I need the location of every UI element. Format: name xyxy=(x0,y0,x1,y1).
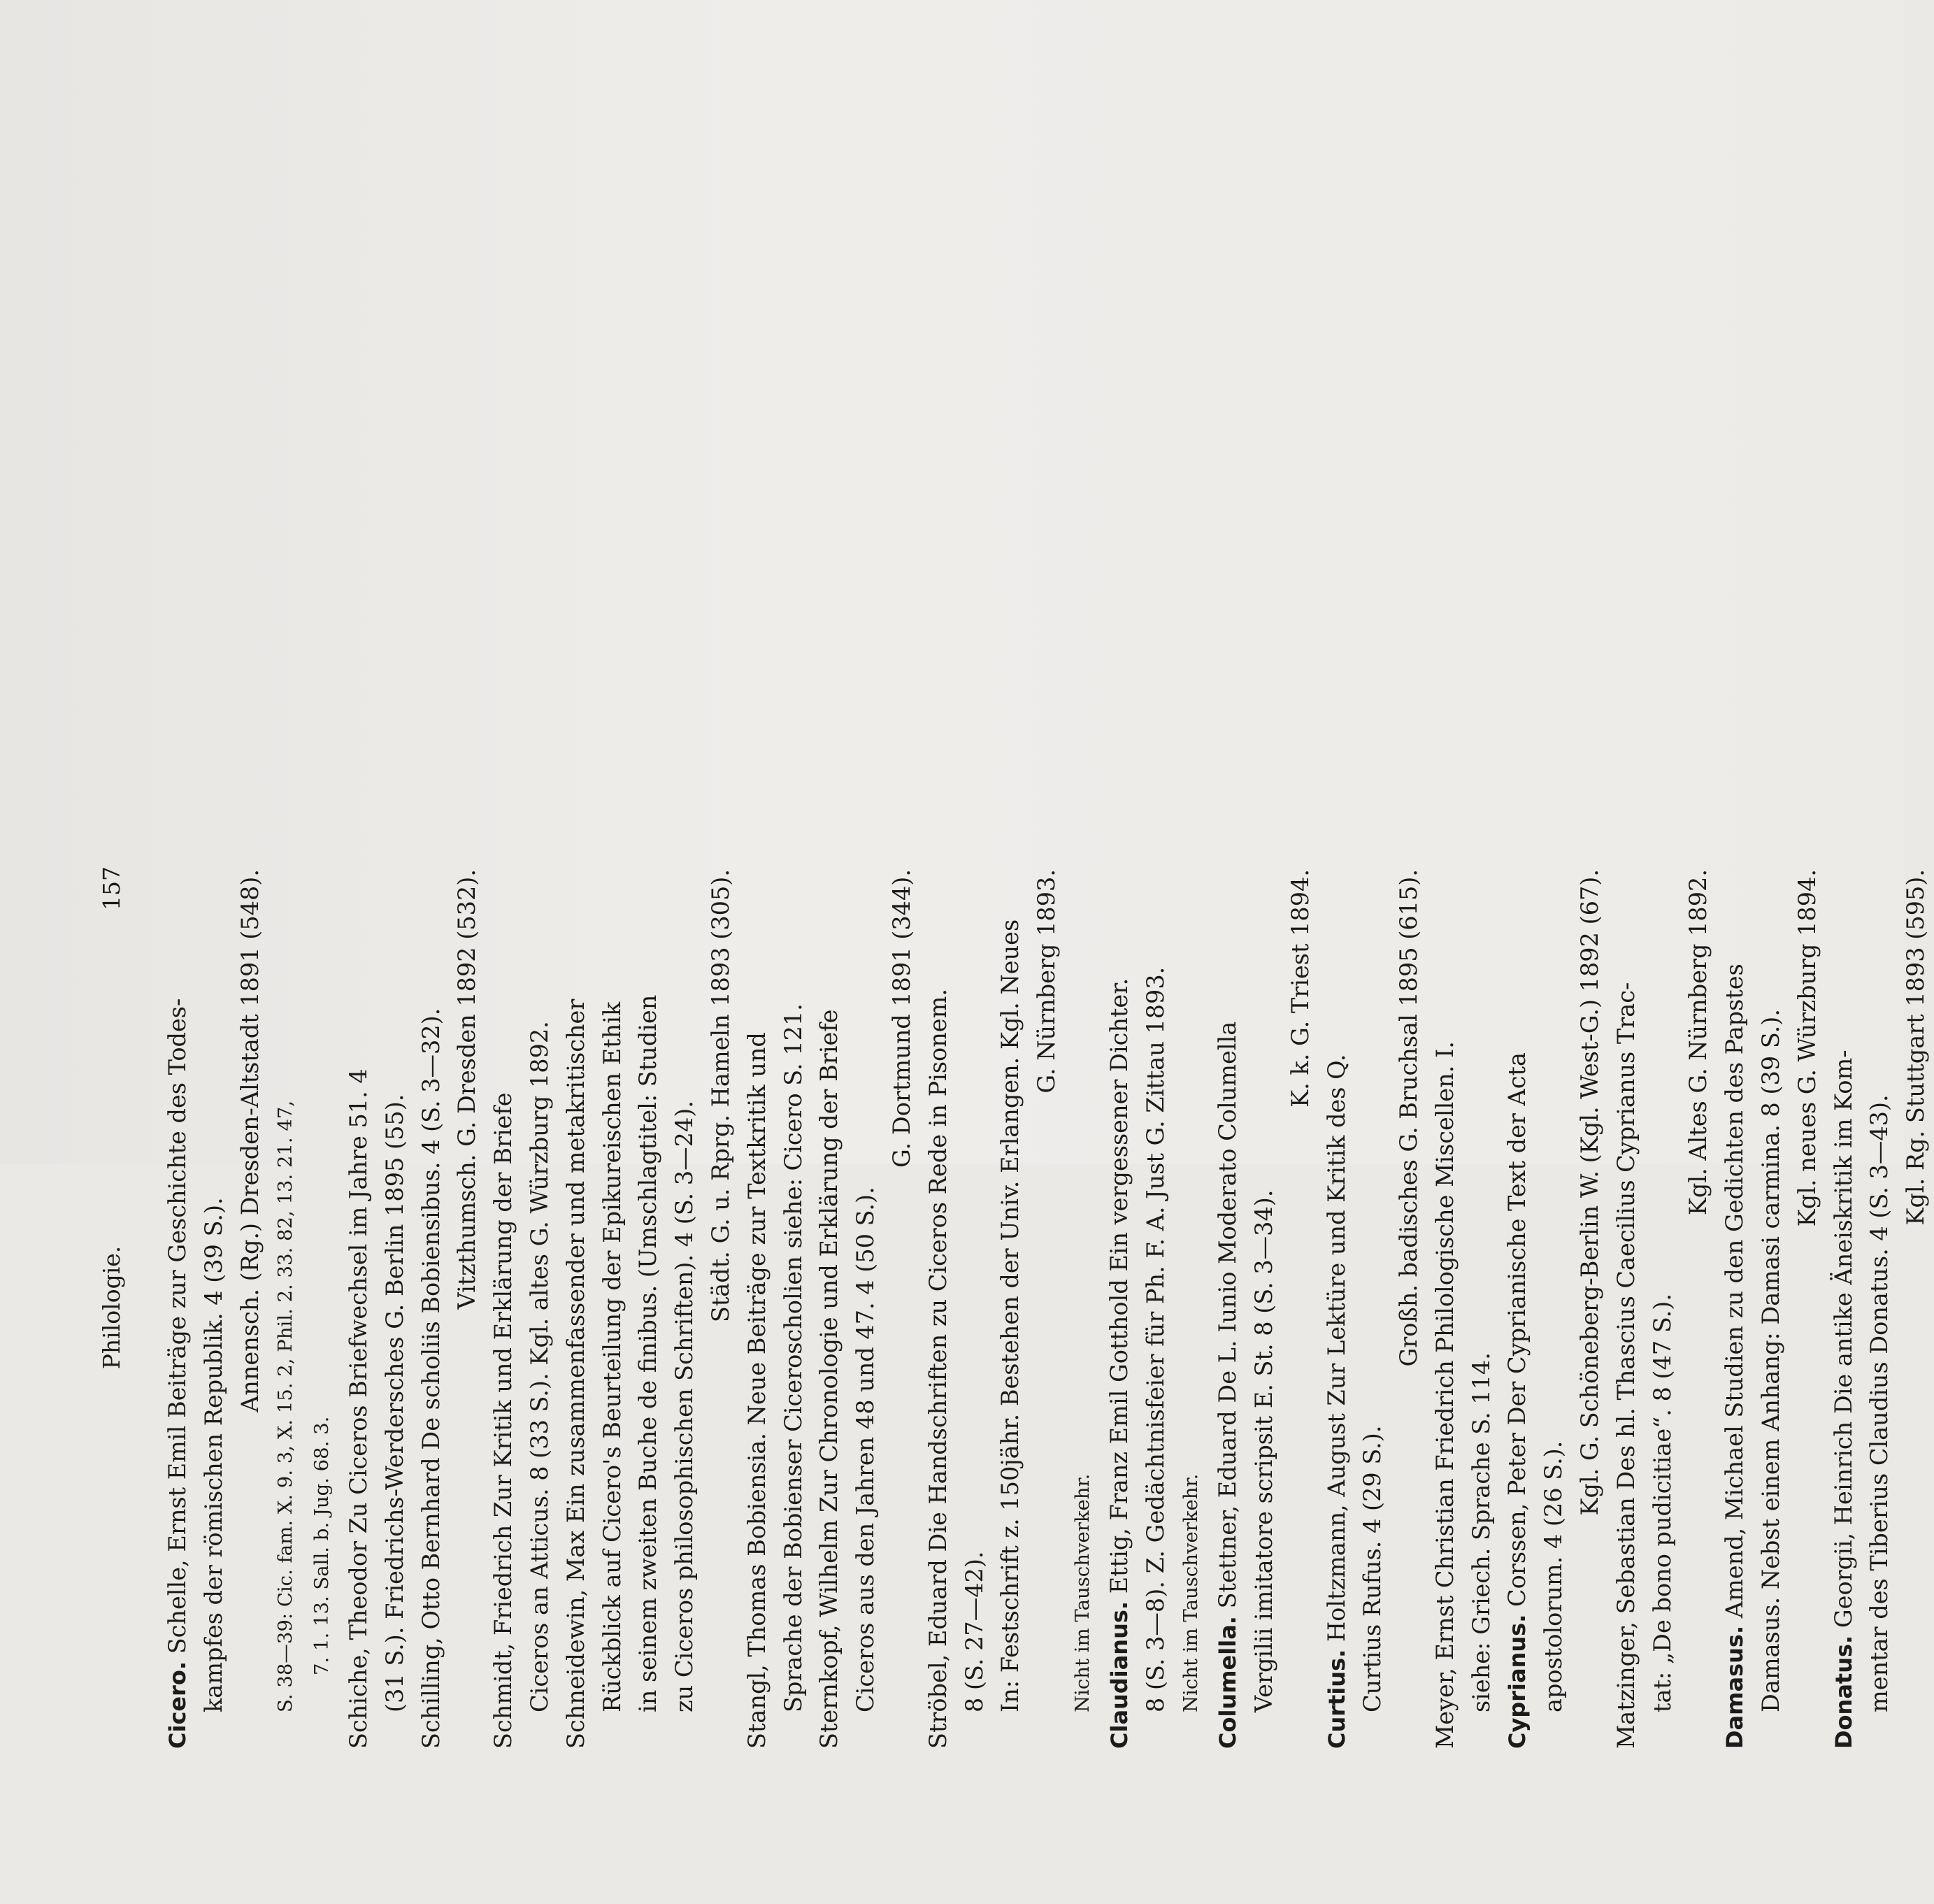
text-line xyxy=(232,869,268,1749)
line-text: In: Festschrift z. 150jähr. Bestehen der Univ. Erlangen. Kgl. Neues xyxy=(996,919,1024,1712)
running-title: Philologie. xyxy=(98,1245,125,1370)
line-text: Stettner, Eduard De L. Iunio Moderato Columella xyxy=(1214,1021,1242,1617)
line-text: S. 38—39: Cic. fam. X. 9. 3, X. 15. 2, Phil. 2. 33. 82, 13. 21. 47, xyxy=(274,1100,297,1712)
text-line xyxy=(847,869,884,1749)
line-text: Matzinger, Sebastian Des hl. Thascius Caecilius Cyprianus Trac- xyxy=(1612,982,1640,1749)
line-text: Georgii, Heinrich Die antike Äneiskritik im Kom- xyxy=(1829,1050,1857,1635)
line-text: Nicht im Tauschverkehr. xyxy=(1180,1473,1203,1712)
line-text: zu Ciceros philosophischen Schriften). 4 (S. 3—24). xyxy=(671,1100,699,1712)
line-text: Ciceros an Atticus. 8 (33 S.). Kgl. altes G. Würzburg 1892. xyxy=(525,1021,553,1712)
text-line xyxy=(1319,869,1355,1749)
line-text: Amend, Michael Studien zu den Gedichten des Papstes xyxy=(1721,964,1749,1626)
line-text: apostolorum. 4 (26 S.). xyxy=(1540,1440,1568,1712)
text-line xyxy=(1065,869,1101,1749)
line-text: Curtius Rufus. 4 (29 S.). xyxy=(1359,1425,1387,1712)
line-text: Sternkopf, Wilhelm Zur Chronologie und Erklärung der Briefe xyxy=(815,1009,843,1749)
text-line xyxy=(1826,869,1862,1749)
text-line xyxy=(1789,869,1826,1749)
line-text: 8 (S. 27—42). xyxy=(960,1551,988,1712)
line-text: mentar des Tiberius Claudius Donatus. 4 (S. 3—43). xyxy=(1865,1094,1893,1712)
line-text: Kgl. neues G. Würzburg 1894. xyxy=(1793,869,1821,1227)
text-line xyxy=(1898,869,1934,1749)
line-text: G. Dortmund 1891 (344). xyxy=(887,869,915,1168)
line-text: Städt. G. u. Rprg. Hameln 1893 (305). xyxy=(706,869,734,1323)
text-line xyxy=(1645,869,1681,1749)
text-line xyxy=(1246,869,1282,1749)
line-text: Schilling, Otto Bernhard De scholiis Bobiensibus. 4 (S. 3—32). xyxy=(417,1008,445,1749)
line-text: Großh. badisches G. Bruchsal 1895 (615). xyxy=(1395,869,1423,1367)
text-line xyxy=(1861,869,1898,1749)
subject-heading: Curtius. xyxy=(1323,1649,1350,1749)
text-line xyxy=(268,869,304,1749)
text-line xyxy=(558,869,594,1749)
subject-heading: Columella. xyxy=(1215,1616,1242,1749)
text-line xyxy=(703,869,739,1749)
text-line xyxy=(341,869,377,1749)
line-text: (31 S.). Friedrichs-Werdersches G. Berlin 1895 (55). xyxy=(380,1094,408,1712)
text-line xyxy=(1427,869,1463,1749)
line-text: Holtzmann, August Zur Lektüre und Kritik des Q. xyxy=(1322,1054,1350,1649)
text-line xyxy=(666,869,703,1749)
bibliography-list xyxy=(159,869,1930,1749)
page-number: 157 xyxy=(98,866,125,910)
line-text: Kgl. Altes G. Nürnberg 1892. xyxy=(1684,869,1712,1216)
line-text: Ettig, Franz Emil Gotthold Ein vergessener Dichter. xyxy=(1105,978,1133,1601)
line-text: Damasus. Nebst einem Anhang: Damasi carmina. 8 (39 S.). xyxy=(1757,1009,1785,1712)
text-line xyxy=(594,869,631,1749)
text-line xyxy=(1029,869,1065,1749)
text-line xyxy=(1717,869,1753,1749)
line-text: K. k. G. Triest 1894. xyxy=(1286,869,1314,1108)
line-text: siehe: Griech. Sprache S. 114. xyxy=(1467,1352,1495,1712)
text-line xyxy=(1173,869,1210,1749)
subject-heading: Damasus. xyxy=(1721,1625,1749,1749)
text-line xyxy=(811,869,847,1749)
text-line xyxy=(377,869,413,1749)
text-line xyxy=(630,869,666,1749)
line-text: Ströbel, Eduard Die Handschriften zu Ciceros Rede in Pisonem. xyxy=(924,988,952,1749)
text-line xyxy=(1463,869,1500,1749)
text-line xyxy=(1391,869,1427,1749)
text-line xyxy=(920,869,957,1749)
text-line xyxy=(775,869,812,1749)
line-text: Corssen, Peter Der Cyprianische Text der Acta xyxy=(1503,1052,1531,1615)
text-line xyxy=(957,869,993,1749)
text-line xyxy=(413,869,450,1749)
line-text: 7. 1. 13. Sall. b. Jug. 68. 3. xyxy=(310,1416,334,1675)
text-line xyxy=(1282,869,1319,1749)
text-line xyxy=(159,869,196,1749)
text-line xyxy=(884,869,920,1749)
line-text: Meyer, Ernst Christian Friedrich Philologische Miscellen. I. xyxy=(1431,1041,1459,1749)
line-text: Schmidt, Friedrich Zur Kritik und Erklärung der Briefe xyxy=(489,1092,517,1749)
line-text: 8 (S. 3—8). Z. Gedächtnisfeier für Ph. F. A. Just G. Zittau 1893. xyxy=(1141,966,1169,1712)
line-text: kampfes der römischen Republik. 4 (39 S.). xyxy=(199,1197,227,1712)
line-text: Annensch. (Rg.) Dresden-Altstadt 1891 (548). xyxy=(236,869,264,1412)
text-line xyxy=(739,869,775,1749)
text-line xyxy=(304,869,341,1749)
text-line xyxy=(1499,869,1535,1749)
text-line xyxy=(196,869,232,1749)
line-text: Sprache der Bobienser Ciceroscholien siehe: Cicero S. 121. xyxy=(779,1003,807,1712)
text-line xyxy=(449,869,485,1749)
text-line xyxy=(1572,869,1608,1749)
rotated-book-page xyxy=(0,740,1930,1904)
text-line xyxy=(522,869,558,1749)
line-text: Kgl. G. Schöneberg-Berlin W. (Kgl. West-G.) 1892 (67). xyxy=(1576,869,1604,1516)
line-text: in seinem zweiten Buche de finibus. (Umschlagtitel: Studien xyxy=(634,994,662,1712)
text-line xyxy=(485,869,522,1749)
text-line xyxy=(1101,869,1138,1749)
subject-heading: Donatus. xyxy=(1830,1635,1857,1749)
line-text: tat: „De bono pudicitiae“. 8 (47 S.). xyxy=(1648,1293,1676,1712)
text-line xyxy=(1210,869,1246,1749)
line-text: Schiche, Theodor Zu Ciceros Briefwechsel im Jahre 51. 4 xyxy=(344,1068,372,1749)
line-text: Stangl, Thomas Bobiensia. Neue Beiträge zur Textkritik und xyxy=(743,1032,771,1749)
line-text: Kgl. Rg. Stuttgart 1893 (595). xyxy=(1902,869,1930,1226)
text-line xyxy=(1535,869,1572,1749)
text-line xyxy=(1608,869,1645,1749)
text-line xyxy=(1680,869,1717,1749)
subject-heading: Cicero. xyxy=(164,1661,191,1749)
line-text: Vergilii imitatore scripsit E. St. 8 (S. 3—34). xyxy=(1249,1189,1277,1712)
line-text: Vitzthumsch. G. Dresden 1892 (532). xyxy=(453,869,481,1310)
text-line xyxy=(992,869,1029,1749)
line-text: Nicht im Tauschverkehr. xyxy=(1070,1473,1094,1712)
line-text: Ciceros aus den Jahren 48 und 47. 4 (50 S.). xyxy=(852,1187,880,1712)
subject-heading: Claudianus. xyxy=(1105,1601,1133,1749)
line-text: Schneidewin, Max Ein zusammenfassender und metakritischer xyxy=(561,998,589,1749)
line-text: Schelle, Ernst Emil Beiträge zur Geschichte des Todes- xyxy=(164,998,191,1661)
line-text: Rückblick auf Cicero's Beurteilung der Epikureischen Ethik xyxy=(598,1001,626,1712)
subject-heading: Cyprianus. xyxy=(1504,1614,1531,1749)
page-header xyxy=(98,866,140,1749)
text-line xyxy=(1753,869,1789,1749)
text-line xyxy=(1354,869,1391,1749)
line-text: G. Nürnberg 1893. xyxy=(1033,869,1061,1094)
text-line xyxy=(1138,869,1174,1749)
